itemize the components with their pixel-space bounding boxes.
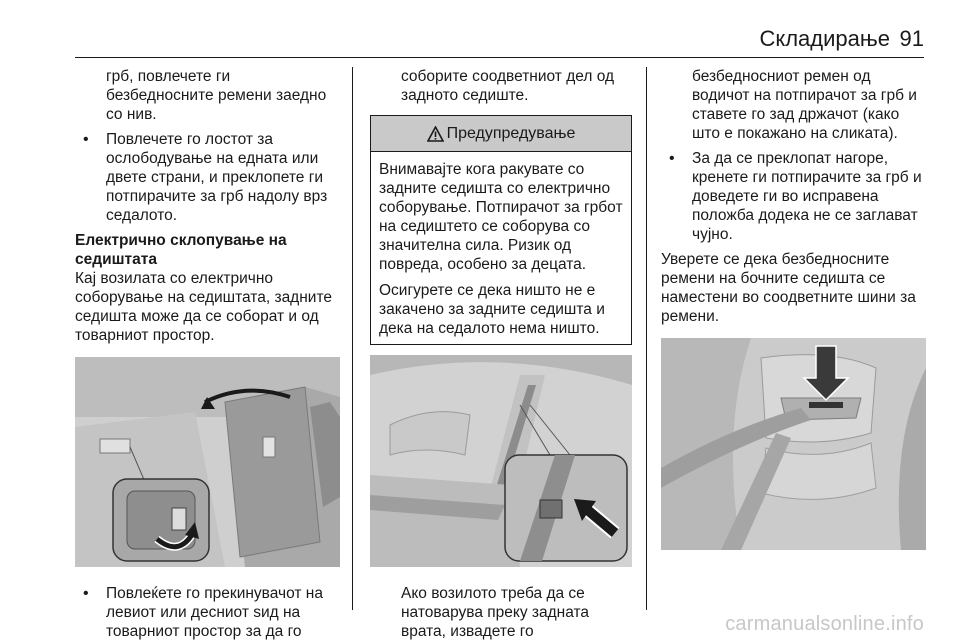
- warning-paragraph-2: Осигурете се дека ништо не е закачено за задните седишта и дека на седалото нема ништо.: [379, 282, 605, 337]
- col3-paragraph: Уверете се дека безбедносните ремени на бочните седишта се наместени во соодветните шини за ремени.: [661, 251, 916, 325]
- warning-box: [370, 115, 632, 345]
- col3-continuation: безбедносниот ремен од водичот на потпирачот за грб и ставете го зад држачот (како што е покажано на сликата).: [692, 68, 917, 142]
- warning-triangle-icon: [427, 126, 444, 142]
- page-number: 91: [899, 26, 924, 51]
- column-2: [370, 67, 632, 642]
- col1-bullet-switch: • Повлеќете го прекинувачот на левиот или десниот ѕид на товарниот простор за да го: [75, 584, 340, 641]
- col2-paragraph: Ако возилото треба да се натоварува преку задната врата, извадете го: [401, 585, 590, 640]
- col1-paragraph: Кај возилата со електрично соборување на седиштата, задните седишта може да се соборат и од товарниот простор.: [75, 270, 332, 344]
- column-divider-2: [646, 67, 647, 610]
- figure-belt-rails: [661, 338, 926, 550]
- warning-body: [371, 152, 631, 344]
- col3-bullet-raise: • За да се преклопат нагоре, кренете ги потпирачите за грб и доведете ги во исправена положба додека не се заглават чујно.: [661, 149, 926, 244]
- column-divider-1: [352, 67, 353, 610]
- section-heading-electric-folding: Електрично склопување на седиштата: [75, 232, 287, 268]
- page-header-title: Складирање: [759, 26, 890, 51]
- warning-header: [371, 116, 631, 152]
- col1-bullet-fold: • Повлечете го лостот за ослободување на едната или двете страни, и преклопете ги потпирачите за грб надолу врз седалото.: [75, 130, 340, 225]
- header-rule: [75, 57, 924, 58]
- column-3: [661, 67, 926, 561]
- warning-paragraph-1: Внимавајте кога ракувате со задните седишта со електрично соборување. Потпирачот за грбот на седиштето се соборува со значителна сила. Ризик од повреда, особено за децата.: [379, 161, 623, 273]
- column-1: [75, 67, 340, 642]
- watermark: carmanualsonline.info: [725, 613, 924, 635]
- warning-title: Предупредување: [446, 125, 576, 142]
- figure-cargo-switch: [75, 357, 340, 567]
- figure-belt-guide: [370, 355, 632, 567]
- col2-continuation: соборите соодветниот дел од задното седиште.: [401, 68, 615, 104]
- col1-continuation: грб, повлечете ги безбедносните ремени заедно со нив.: [106, 68, 327, 123]
